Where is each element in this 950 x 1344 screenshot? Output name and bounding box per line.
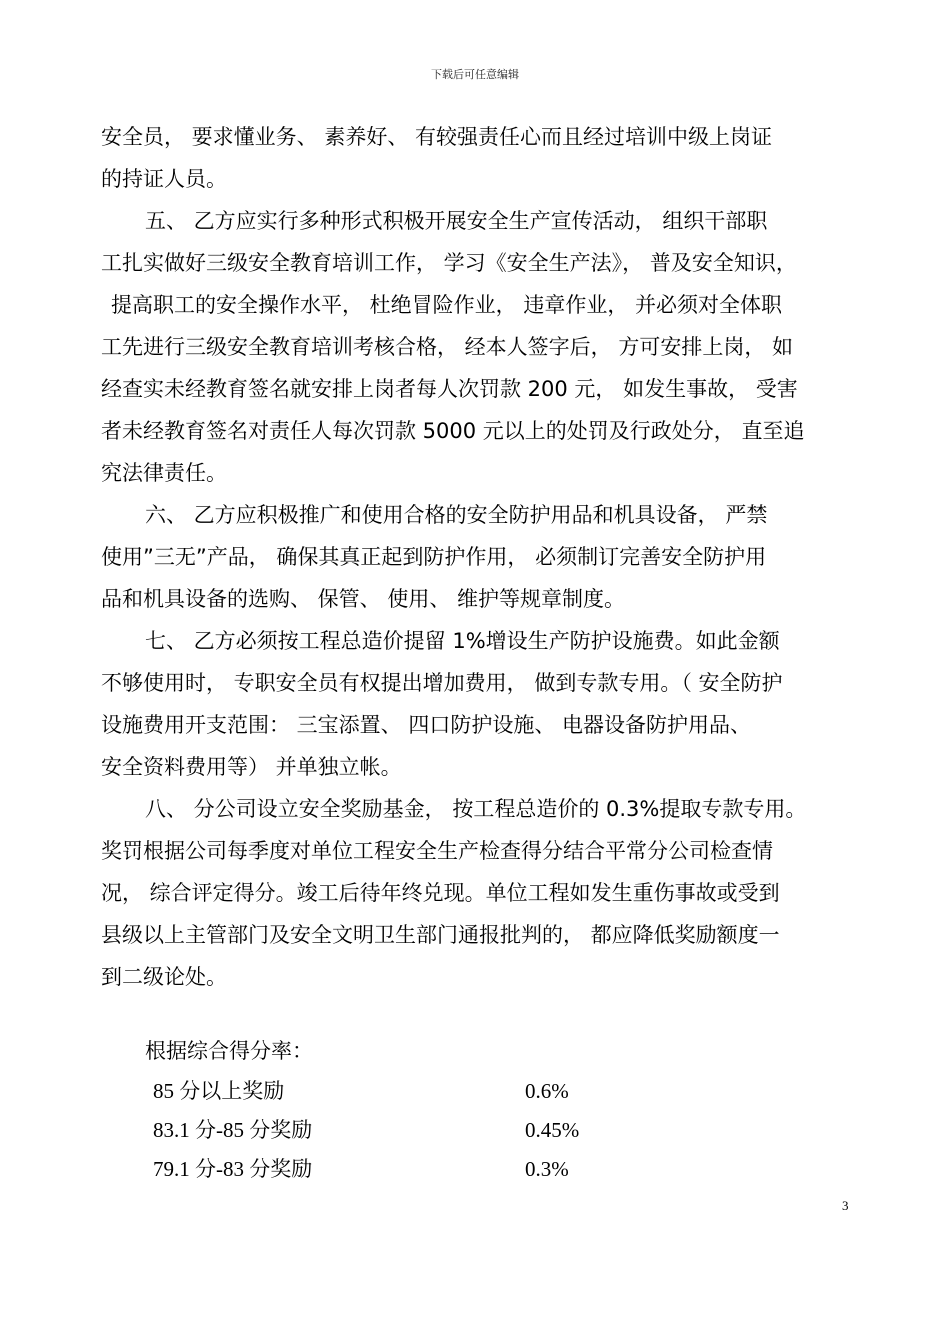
- reward-rate-row: [101, 1111, 801, 1150]
- body-line: 奖罚根据公司每季度对单位工程安全生产检查得分结合平常分公司检查情: [101, 839, 773, 863]
- reward-rate-value: 0.6%: [525, 1079, 569, 1103]
- body-line: 不够使用时， 专职安全员有权提出增加费用， 做到专款专用。（ 安全防护: [101, 671, 783, 695]
- body-line: 况， 综合评定得分。竣工后待年终兑现。单位工程如发生重伤事故或受到: [101, 881, 780, 905]
- body-line: 经查实未经教育签名就安排上岗者每人次罚款 200 元， 如发生事故， 受害: [101, 377, 798, 401]
- body-line: 到二级论处。: [101, 965, 227, 989]
- body-line: 工先进行三级安全教育培训考核合格， 经本人签字后， 方可安排上岗， 如: [101, 335, 794, 359]
- body-line: 八、 分公司设立安全奖励基金， 按工程总造价的 0.3%提取专款专用。: [145, 797, 807, 821]
- body-line: 设施费用开支范围： 三宝添置、 四口防护设施、 电器设备防护用品、: [101, 713, 752, 737]
- body-line: 县级以上主管部门及安全文明卫生部门通报批判的， 都应降低奖励额度一: [101, 923, 780, 947]
- body-line: 六、 乙方应积极推广和使用合格的安全防护用品和机具设备， 严禁: [145, 503, 768, 527]
- body-line: 安全员， 要求懂业务、 素养好、 有较强责任心而且经过培训中级上岗证: [101, 125, 773, 149]
- page-header: 下载后可任意编辑: [431, 68, 519, 81]
- reward-rate-label: 83.1 分-85 分奖励: [153, 1118, 313, 1142]
- body-line: 工扎实做好三级安全教育培训工作， 学习《安全生产法》， 普及安全知识，: [101, 251, 797, 275]
- page-number: 3: [842, 1198, 849, 1213]
- reward-rate-table: [101, 1030, 801, 1189]
- reward-rate-label: 85 分以上奖励: [153, 1079, 285, 1103]
- reward-rate-title: 根据综合得分率：: [145, 1039, 313, 1063]
- reward-rate-row: [101, 1150, 801, 1189]
- reward-rate-row: [101, 1072, 801, 1111]
- body-line: 者未经教育签名对责任人每次罚款 5000 元以上的处罚及行政处分， 直至追: [101, 419, 805, 443]
- body-line: 安全资料费用等） 并单独立帐。: [101, 755, 402, 779]
- reward-rate-value: 0.3%: [525, 1157, 569, 1181]
- body-line: 七、 乙方必须按工程总造价提留 1%增设生产防护设施费。如此金额: [145, 629, 780, 653]
- body-line: 提高职工的安全操作水平， 杜绝冒险作业， 违章作业， 并必须对全体职: [111, 293, 783, 317]
- body-line: 究法律责任。: [101, 461, 227, 485]
- body-line: 的持证人员。: [101, 167, 227, 191]
- reward-rate-label: 79.1 分-83 分奖励: [153, 1157, 313, 1181]
- reward-rate-value: 0.45%: [525, 1118, 580, 1142]
- body-line: 品和机具设备的选购、 保管、 使用、 维护等规章制度。: [101, 587, 626, 611]
- document-body: [101, 116, 861, 998]
- body-line: 使用”三无”产品， 确保其真正起到防护作用， 必须制订完善安全防护用: [101, 545, 767, 569]
- body-line: 五、 乙方应实行多种形式积极开展安全生产宣传活动， 组织干部职: [145, 209, 768, 233]
